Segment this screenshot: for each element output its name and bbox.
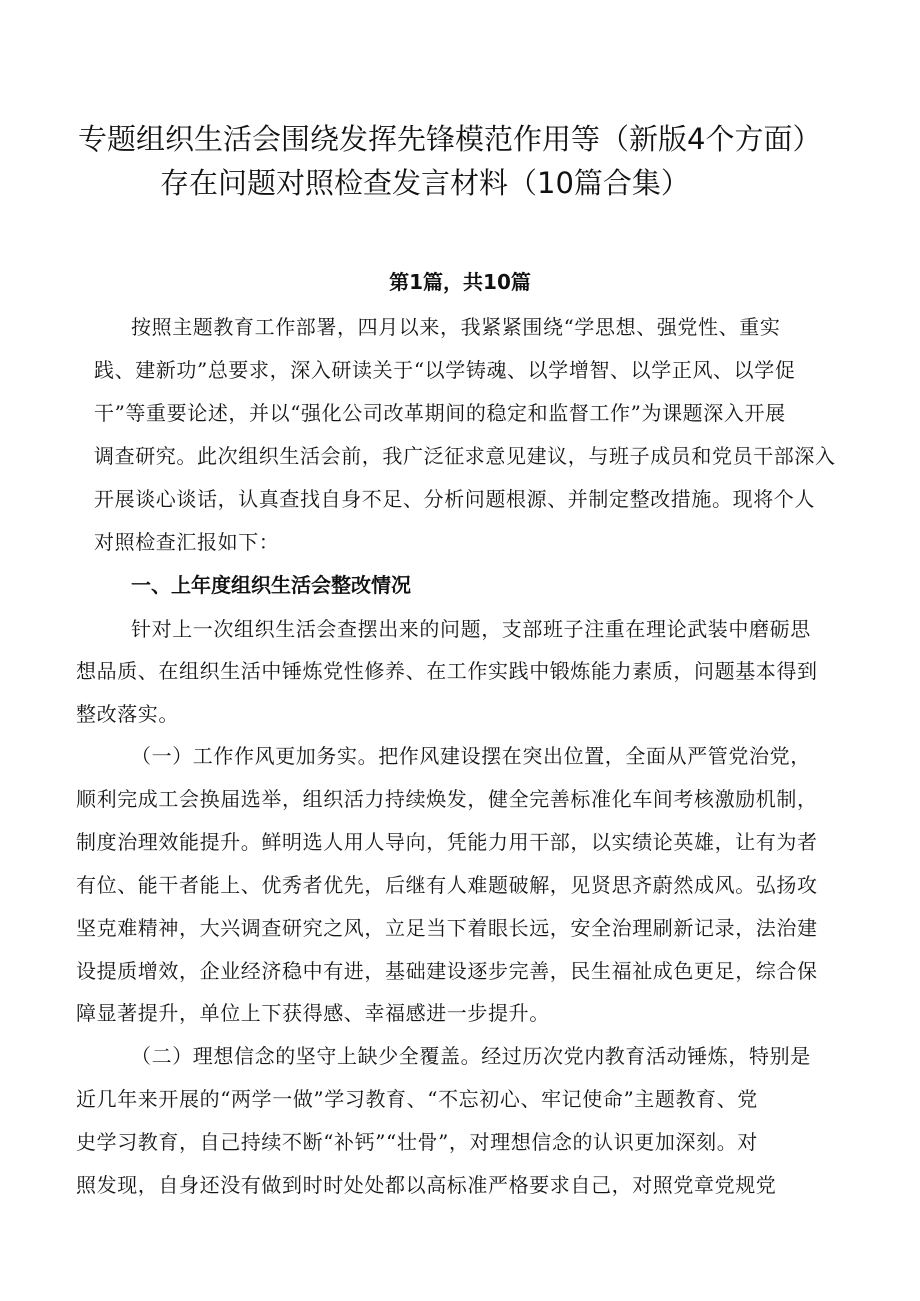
- intro-line: 按照主题教育工作部署，四月以来，我紧紧围绕“学思想、强党性、重实: [131, 315, 781, 339]
- item1-line: 制度治理效能提升。鲜明选人用人导向，凭能力用干部，以实绩论英雄，让有为者: [76, 830, 818, 854]
- intro-line: 开展谈心谈话，认真查找自身不足、分析问题根源、并制定整改措施。现将个人: [94, 487, 815, 511]
- section-heading: 一、上年度组织生活会整改情况: [131, 573, 411, 597]
- item1-line: 坚克难精神，大兴调查研究之风，立足当下着眼长远，安全治理刷新记录，法治建: [76, 916, 818, 940]
- document-title-line-1: 专题组织生活会围绕发挥先锋模范作用等（新版4个方面）: [78, 122, 822, 156]
- item1-line: 顺利完成工会换届选举，组织活力持续焕发，健全完善标准化车间考核激励机制，: [76, 787, 818, 811]
- intro-line: 调查研究。此次组织生活会前，我广泛征求意见建议，与班子成员和党员干部深入: [94, 444, 836, 468]
- intro-line: 对照检查汇报如下：: [94, 530, 280, 554]
- section1-line: 整改落实。: [76, 702, 179, 726]
- item2-line: 史学习教育，自己持续不断“补钙”“壮骨”，对理想信念的认识更加深刻。对: [76, 1130, 758, 1154]
- item1-line: （一）工作作风更加务实。把作风建设摆在突出位置，全面从严管党治党，: [131, 744, 811, 768]
- item2-line: （二）理想信念的坚守上缺少全覆盖。经过历次党内教育活动锤炼，特别是: [131, 1044, 811, 1068]
- section1-line: 想品质、在组织生活中锤炼党性修养、在工作实践中锻炼能力素质，问题基本得到: [76, 659, 818, 683]
- document-title-line-2: 存在问题对照检查发言材料（10篇合集）: [160, 166, 690, 200]
- item1-line: 设提质增效，企业经济稳中有进，基础建设逐步完善，民生福祉成色更足，综合保: [76, 959, 818, 983]
- item2-line: 照发现，自身还没有做到时时处处都以高标准严格要求自己，对照党章党规党: [76, 1173, 777, 1197]
- item1-line: 障显著提升，单位上下获得感、幸福感进一步提升。: [76, 1001, 550, 1025]
- intro-line: 干”等重要论述，并以“强化公司改革期间的稳定和监督工作”为课题深入开展: [94, 401, 786, 425]
- document-subtitle: 第1篇，共10篇: [389, 270, 531, 294]
- item2-line: 近几年来开展的“两学一做”学习教育、“不忘初心、牢记使命”主题教育、党: [76, 1087, 758, 1111]
- section1-line: 针对上一次组织生活会查摆出来的问题，支部班子注重在理论武装中磨砺思: [131, 617, 811, 641]
- item1-line: 有位、能干者能上、优秀者优先，后继有人难题破解，见贤思齐蔚然成风。弘扬攻: [76, 873, 818, 897]
- intro-line: 践、建新功”总要求，深入研读关于“以学铸魂、以学增智、以学正风、以学促: [94, 358, 796, 382]
